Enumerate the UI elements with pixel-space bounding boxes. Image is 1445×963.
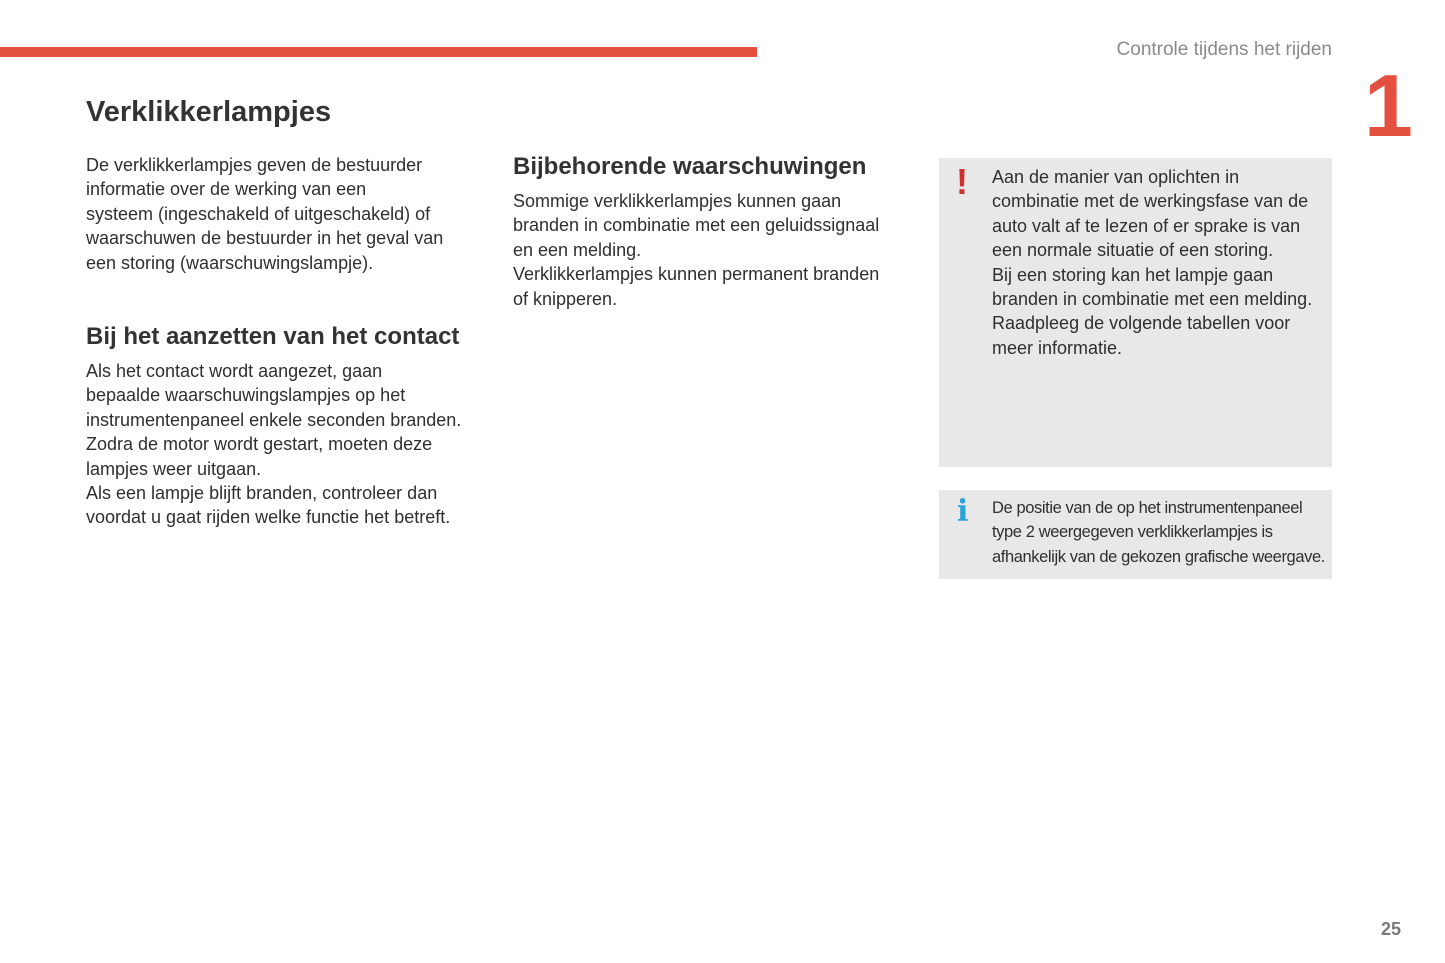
- chapter-number: 1: [1364, 56, 1413, 155]
- text-line: instrumentenpaneel enkele seconden branden.: [86, 409, 462, 430]
- text-line: een normale situatie of een storing.: [992, 240, 1274, 261]
- contact-heading: Bij het aanzetten van het contact: [86, 323, 460, 350]
- warnings-paragraph: [513, 189, 908, 311]
- text-line: Zodra de motor wordt gestart, moeten deze: [86, 434, 433, 455]
- text-line: Raadpleeg de volgende tabellen voor: [992, 313, 1291, 334]
- text-line: Aan de manier van oplichten in: [992, 167, 1240, 187]
- text-line: combinatie met de werkingsfase van de: [992, 191, 1309, 212]
- text-line: waarschuwen de bestuurder in het geval van: [86, 228, 444, 249]
- text-line: Bij een storing kan het lampje gaan: [992, 264, 1274, 285]
- text-line: bepaalde waarschuwingslampjes op het: [86, 385, 406, 406]
- text-line: Verklikkerlampjes kunnen permanent branden: [513, 264, 880, 285]
- text-line: afhankelijk van de gekozen grafische weergave.: [992, 547, 1325, 566]
- text-line: De positie van de op het instrumentenpaneel: [992, 499, 1303, 517]
- text-line: auto valt af te lezen of er sprake is van: [992, 215, 1301, 236]
- contact-paragraph: [86, 359, 486, 530]
- text-line: Sommige verklikkerlampjes kunnen gaan: [513, 191, 842, 211]
- text-line: branden in combinatie met een geluidssignaal: [513, 215, 880, 236]
- text-line: lampjes weer uitgaan.: [86, 458, 262, 479]
- section-title: Controle tijdens het rijden: [1116, 39, 1332, 60]
- warning-box: [939, 158, 1332, 467]
- text-line: een storing (waarschuwingslampje).: [86, 252, 374, 273]
- text-line: meer informatie.: [992, 337, 1123, 358]
- text-line: Als het contact wordt aangezet, gaan: [86, 361, 383, 381]
- info-box: [939, 490, 1332, 579]
- text-line: en een melding.: [513, 239, 642, 260]
- intro-paragraph: [86, 153, 486, 275]
- warning-text: [992, 165, 1332, 360]
- text-line: De verklikkerlampjes geven de bestuurder: [86, 155, 423, 175]
- warnings-heading: Bijbehorende waarschuwingen: [513, 153, 867, 180]
- text-line: informatie over de werking van een: [86, 179, 367, 200]
- exclamation-icon: !: [956, 161, 968, 202]
- info-text: [992, 496, 1332, 569]
- page-number: 25: [1381, 919, 1402, 939]
- text-line: type 2 weergegeven verklikkerlampjes is: [992, 523, 1273, 542]
- info-icon: i: [957, 494, 969, 529]
- text-line: systeem (ingeschakeld of uitgeschakeld) of: [86, 203, 431, 224]
- text-line: branden in combinatie met een melding.: [992, 289, 1313, 310]
- text-line: voordat u gaat rijden welke functie het betreft.: [86, 507, 451, 528]
- header-accent-bar: [0, 47, 757, 57]
- contact-section: [86, 323, 486, 351]
- page-title: Verklikkerlampjes: [86, 96, 332, 128]
- text-line: Als een lampje blijft branden, controleer dan: [86, 483, 438, 504]
- text-line: of knipperen.: [513, 288, 618, 309]
- warnings-section: [513, 153, 908, 181]
